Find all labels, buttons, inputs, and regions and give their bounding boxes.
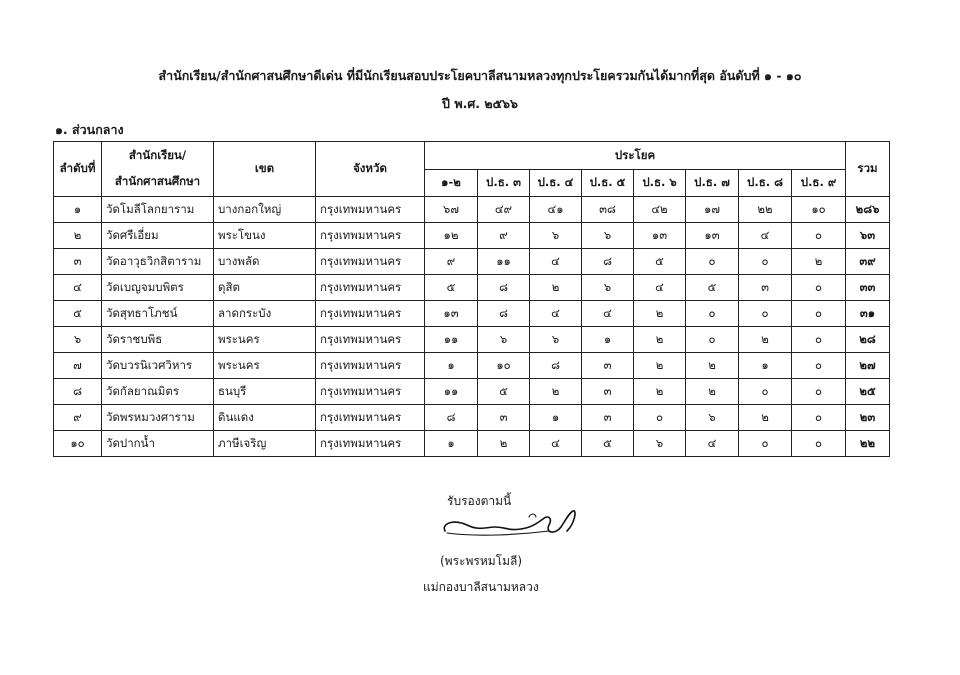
cell-total: ๒๓ <box>846 405 890 431</box>
cell-school: วัดบวรนิเวศวิหาร <box>102 353 214 379</box>
cell-level-count: ๑๗ <box>686 197 739 223</box>
header-level: ป.ธ. ๗ <box>686 170 739 197</box>
cell-level-count: ๘ <box>582 249 634 275</box>
cell-level-count: ๑๐ <box>478 353 530 379</box>
cell-rank: ๔ <box>54 275 102 301</box>
cell-level-count: ๒ <box>686 353 739 379</box>
cell-level-count: ๖ <box>530 223 582 249</box>
cell-total: ๓๑ <box>846 301 890 327</box>
table-row <box>54 327 890 353</box>
table-row <box>54 275 890 301</box>
header-level: ป.ธ. ๙ <box>792 170 846 197</box>
cell-level-count: ๘ <box>478 275 530 301</box>
cell-district: ดินแดง <box>214 405 316 431</box>
table-row <box>54 197 890 223</box>
cell-level-count: ๒ <box>792 249 846 275</box>
cell-level-count: ๓ <box>582 405 634 431</box>
cell-level-count: ๒๒ <box>739 197 792 223</box>
signatory-name: (พระพรหมโมลี) <box>440 554 523 568</box>
cell-level-count: ๔๙ <box>478 197 530 223</box>
cell-total: ๒๕ <box>846 379 890 405</box>
table-row <box>54 301 890 327</box>
cell-level-count: ๒ <box>634 379 686 405</box>
cell-level-count: ๐ <box>739 431 792 457</box>
table-row <box>54 431 890 457</box>
cell-level-count: ๓ <box>582 353 634 379</box>
certify-text: รับรองตามนี้ <box>447 494 512 508</box>
cell-total: ๖๓ <box>846 223 890 249</box>
cell-level-count: ๑๓ <box>686 223 739 249</box>
cell-school: วัดพรหมวงศาราม <box>102 405 214 431</box>
cell-level-count: ๕ <box>686 275 739 301</box>
header-level: ป.ธ. ๖ <box>634 170 686 197</box>
table-row <box>54 405 890 431</box>
cell-province: กรุงเทพมหานคร <box>316 327 425 353</box>
cell-province: กรุงเทพมหานคร <box>316 431 425 457</box>
cell-district: พระโขนง <box>214 223 316 249</box>
cell-rank: ๑๐ <box>54 431 102 457</box>
cell-province: กรุงเทพมหานคร <box>316 223 425 249</box>
cell-level-count: ๒ <box>530 379 582 405</box>
cell-level-count: ๐ <box>792 379 846 405</box>
cell-district: ลาดกระบัง <box>214 301 316 327</box>
cell-district: ดุสิต <box>214 275 316 301</box>
header-province: จังหวัด <box>316 142 425 197</box>
cell-level-count: ๖ <box>530 327 582 353</box>
table-body <box>54 197 890 457</box>
cell-level-count: ๑๓ <box>634 223 686 249</box>
cell-school: วัดปากน้ำ <box>102 431 214 457</box>
cell-level-count: ๔ <box>530 249 582 275</box>
cell-rank: ๑ <box>54 197 102 223</box>
cell-level-count: ๖ <box>634 431 686 457</box>
cell-rank: ๓ <box>54 249 102 275</box>
cell-level-count: ๔ <box>530 301 582 327</box>
cell-level-count: ๒ <box>739 327 792 353</box>
cell-level-count: ๑๑ <box>425 379 478 405</box>
header-rank: ลำดับที่ <box>54 142 102 197</box>
cell-level-count: ๐ <box>739 301 792 327</box>
cell-level-count: ๑๑ <box>478 249 530 275</box>
cell-level-count: ๓ <box>478 405 530 431</box>
header-level-group: ประโยค <box>425 142 846 170</box>
cell-level-count: ๖ <box>686 405 739 431</box>
cell-rank: ๕ <box>54 301 102 327</box>
cell-total: ๒๒ <box>846 431 890 457</box>
cell-level-count: ๘ <box>530 353 582 379</box>
cell-level-count: ๔ <box>530 431 582 457</box>
cell-level-count: ๒ <box>634 353 686 379</box>
cell-level-count: ๒ <box>739 405 792 431</box>
cell-province: กรุงเทพมหานคร <box>316 353 425 379</box>
cell-level-count: ๙ <box>478 223 530 249</box>
cell-province: กรุงเทพมหานคร <box>316 301 425 327</box>
cell-school: วัดสุทธาโภชน์ <box>102 301 214 327</box>
section-heading: ๑. ส่วนกลาง <box>55 122 124 137</box>
cell-level-count: ๘ <box>478 301 530 327</box>
cell-level-count: ๒ <box>686 379 739 405</box>
header-level: ป.ธ. ๔ <box>530 170 582 197</box>
cell-province: กรุงเทพมหานคร <box>316 405 425 431</box>
ranking-table <box>53 141 890 457</box>
cell-level-count: ๑๒ <box>425 223 478 249</box>
cell-level-count: ๖ <box>582 275 634 301</box>
cell-school: วัดราชบพิธ <box>102 327 214 353</box>
cell-level-count: ๕ <box>425 275 478 301</box>
cell-level-count: ๙ <box>425 249 478 275</box>
cell-rank: ๙ <box>54 405 102 431</box>
cell-total: ๒๘๖ <box>846 197 890 223</box>
cell-level-count: ๖ <box>478 327 530 353</box>
cell-level-count: ๐ <box>634 405 686 431</box>
cell-level-count: ๐ <box>792 275 846 301</box>
cell-level-count: ๒ <box>530 275 582 301</box>
table-row <box>54 249 890 275</box>
cell-level-count: ๔ <box>686 431 739 457</box>
cell-level-count: ๔ <box>634 275 686 301</box>
cell-level-count: ๐ <box>686 327 739 353</box>
cell-rank: ๘ <box>54 379 102 405</box>
cell-level-count: ๖๗ <box>425 197 478 223</box>
cell-level-count: ๐ <box>739 379 792 405</box>
cell-level-count: ๑ <box>530 405 582 431</box>
cell-level-count: ๑ <box>582 327 634 353</box>
header-school-line2: สำนักศาสนศึกษา <box>114 174 201 188</box>
header-level: ป.ธ. ๓ <box>478 170 530 197</box>
cell-level-count: ๐ <box>792 301 846 327</box>
cell-level-count: ๓ <box>739 275 792 301</box>
cell-level-count: ๐ <box>739 249 792 275</box>
document-year: ปี พ.ศ. ๒๕๖๖ <box>442 96 518 111</box>
cell-total: ๒๗ <box>846 353 890 379</box>
cell-level-count: ๘ <box>425 405 478 431</box>
cell-school: วัดศรีเอี่ยม <box>102 223 214 249</box>
header-district: เขต <box>214 142 316 197</box>
cell-level-count: ๕ <box>634 249 686 275</box>
cell-level-count: ๒ <box>634 327 686 353</box>
cell-province: กรุงเทพมหานคร <box>316 275 425 301</box>
cell-level-count: ๒ <box>478 431 530 457</box>
cell-level-count: ๐ <box>686 301 739 327</box>
cell-level-count: ๐ <box>792 431 846 457</box>
table-row <box>54 223 890 249</box>
header-level: ป.ธ. ๘ <box>739 170 792 197</box>
cell-district: บางพลัด <box>214 249 316 275</box>
cell-district: พระนคร <box>214 353 316 379</box>
cell-level-count: ๑๐ <box>792 197 846 223</box>
cell-level-count: ๓ <box>582 379 634 405</box>
cell-level-count: ๐ <box>792 327 846 353</box>
cell-level-count: ๑๑ <box>425 327 478 353</box>
cell-school: วัดอาวุธวิกสิตาราม <box>102 249 214 275</box>
cell-level-count: ๐ <box>792 223 846 249</box>
cell-level-count: ๐ <box>686 249 739 275</box>
header-school <box>102 142 214 197</box>
cell-district: พระนคร <box>214 327 316 353</box>
cell-level-count: ๒ <box>634 301 686 327</box>
cell-level-count: ๓๘ <box>582 197 634 223</box>
cell-level-count: ๕ <box>478 379 530 405</box>
cell-level-count: ๑ <box>739 353 792 379</box>
table-row <box>54 379 890 405</box>
cell-rank: ๖ <box>54 327 102 353</box>
cell-level-count: ๔๒ <box>634 197 686 223</box>
cell-level-count: ๔ <box>739 223 792 249</box>
cell-school: วัดเบญจมบพิตร <box>102 275 214 301</box>
cell-school: วัดโมลีโลกยาราม <box>102 197 214 223</box>
cell-total: ๓๙ <box>846 249 890 275</box>
cell-district: บางกอกใหญ่ <box>214 197 316 223</box>
cell-rank: ๒ <box>54 223 102 249</box>
signatory-position: แม่กองบาลีสนามหลวง <box>423 580 539 594</box>
header-level: ป.ธ. ๕ <box>582 170 634 197</box>
cell-district: ภาษีเจริญ <box>214 431 316 457</box>
cell-total: ๓๓ <box>846 275 890 301</box>
cell-level-count: ๕ <box>582 431 634 457</box>
header-total: รวม <box>846 142 890 197</box>
cell-total: ๒๘ <box>846 327 890 353</box>
cell-province: กรุงเทพมหานคร <box>316 197 425 223</box>
header-school-line1: สำนักเรียน/ <box>128 148 187 162</box>
cell-level-count: ๑ <box>425 353 478 379</box>
cell-level-count: ๑ <box>425 431 478 457</box>
cell-level-count: ๔๑ <box>530 197 582 223</box>
table-row <box>54 353 890 379</box>
document-title: สำนักเรียน/สำนักศาสนศึกษาดีเด่น ที่มีนักเรียนสอบประโยคบาลีสนามหลวงทุกประโยครวมกันได้มากที่สุด อันดับที่ ๑ - ๑๐ <box>158 68 802 83</box>
signature-image <box>437 505 587 545</box>
cell-province: กรุงเทพมหานคร <box>316 249 425 275</box>
cell-level-count: ๐ <box>792 353 846 379</box>
cell-school: วัดกัลยาณมิตร <box>102 379 214 405</box>
cell-level-count: ๖ <box>582 223 634 249</box>
cell-level-count: ๑๓ <box>425 301 478 327</box>
cell-district: ธนบุรี <box>214 379 316 405</box>
cell-level-count: ๐ <box>792 405 846 431</box>
cell-rank: ๗ <box>54 353 102 379</box>
header-level: ๑-๒ <box>425 170 478 197</box>
cell-level-count: ๔ <box>582 301 634 327</box>
cell-province: กรุงเทพมหานคร <box>316 379 425 405</box>
